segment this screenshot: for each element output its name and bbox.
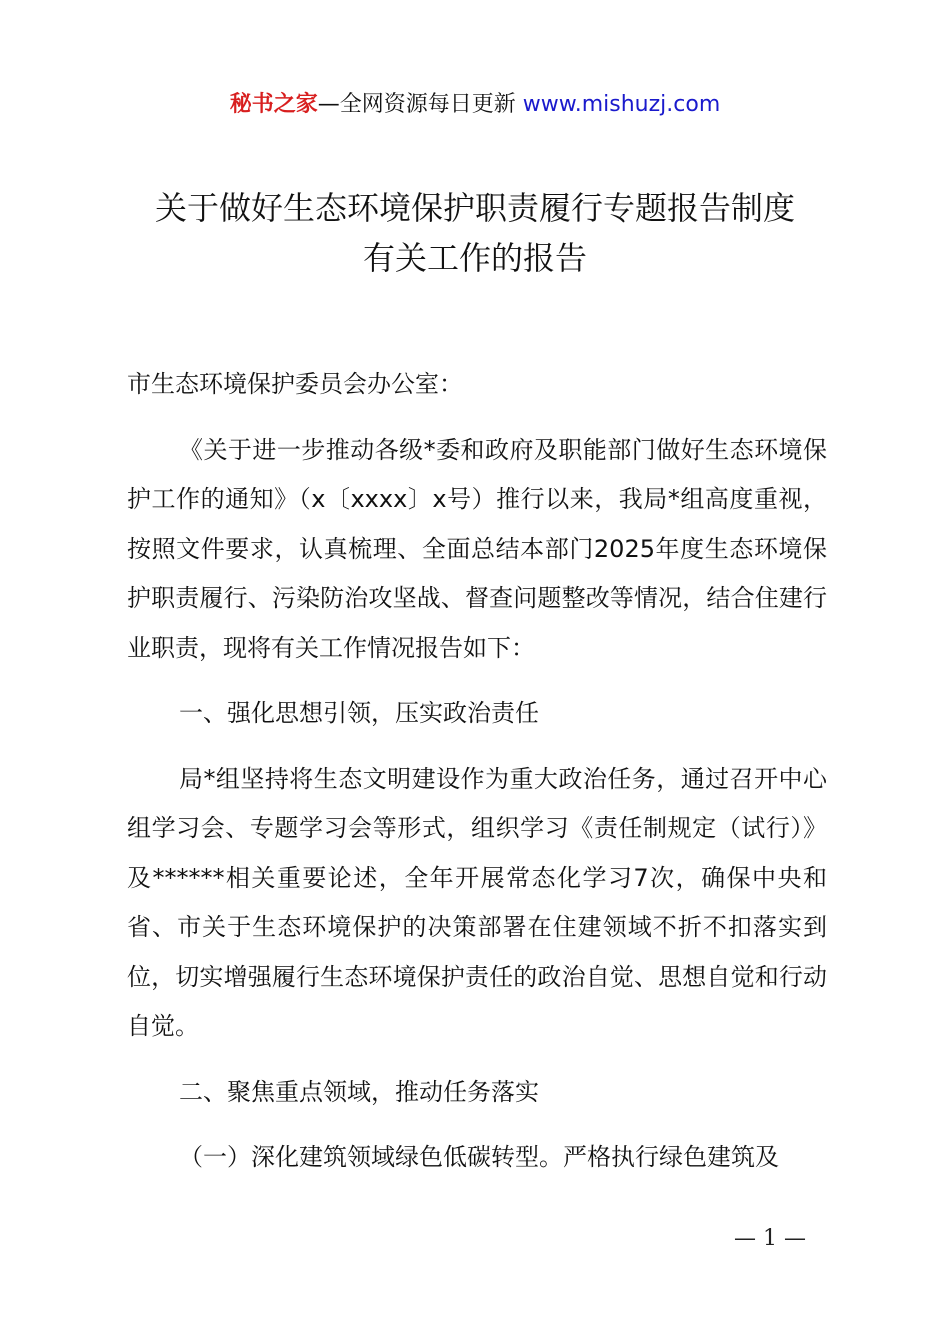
document-title [60,183,890,283]
section-1-paragraph: 局*组坚持将生态文明建设作为重大政治任务，通过召开中心组学习会、专题学习会等形式，组织学习《责任制规定（试行）》及******相关重要论述，全年开展常态化学习7次，确保中央和省、市关于生态环境保护的决策部署在住建领域不折不扣落实到位，切实增强履行生态环境保护责任的政治自觉、思想自觉和行动自觉。 [127,764,827,1040]
brand-name: 秘书之家 [229,92,318,117]
title-line-2: 有关工作的报告 [362,239,587,277]
site-url-link[interactable]: www.mishuzj.com [522,92,721,117]
title-line-1: 关于做好生态环境保护职责履行专题报告制度 [154,189,795,227]
document-body [127,360,827,1183]
subsection-1-paragraph: （一）深化建筑领域绿色低碳转型。严格执行绿色建筑及 [179,1143,779,1171]
section-1-heading: 一、强化思想引领，压实政治责任 [179,699,539,727]
site-header [0,88,950,122]
intro-paragraph: 《关于进一步推动各级*委和政府及职能部门做好生态环境保护工作的通知》（x〔xxxx〕x号）推行以来，我局*组高度重视，按照文件要求，认真梳理、全面总结本部门2025年度生态环境保护职责履行、污染防治攻坚战、督查问题整改等情况，结合住建行业职责，现将有关工作情况报告如下： [127,435,827,662]
page-number: — 1 — [734,1226,806,1251]
section-2-heading: 二、聚焦重点领域，推动任务落实 [179,1077,539,1106]
header-tagline: —全网资源每日更新 [317,92,516,117]
salutation: 市生态环境保护委员会办公室： [127,370,463,398]
